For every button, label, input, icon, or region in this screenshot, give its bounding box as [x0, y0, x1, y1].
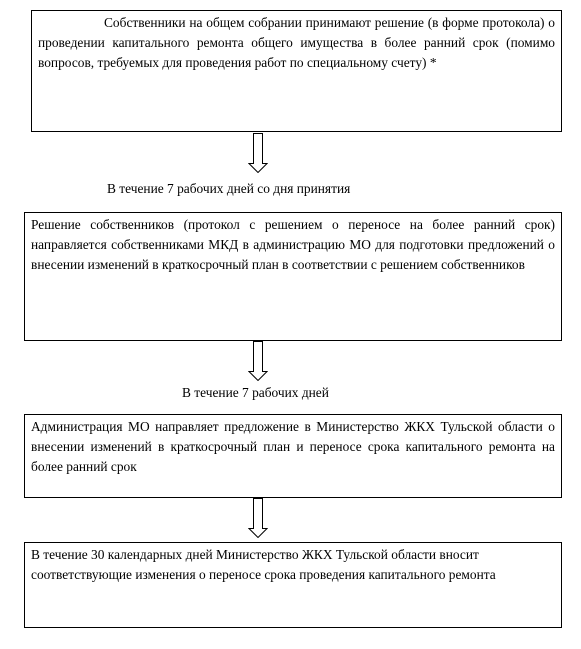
transition-caption-1: В течение 7 рабочих дней со дня принятия [107, 181, 351, 196]
step-text-2: Решение собственников (протокол с решением о переносе на более ранний срок) направляется собственниками МКД в администрацию МО для подготовки предложений о внесении изменений в краткосрочный план в соответствии с решением собственников [31, 217, 555, 272]
transition-caption-2: В течение 7 рабочих дней [182, 385, 329, 400]
step-box-3 [24, 414, 562, 498]
step-text-3: Администрация МО направляет предложение в Министерство ЖКХ Тульской области о внесении изменений в краткосрочный план и переносе срока капитального ремонта на более ранний срок [31, 419, 555, 474]
down-arrow-icon [248, 133, 268, 173]
step-box-2 [24, 212, 562, 341]
step-box-1 [31, 10, 562, 132]
down-arrow-icon [248, 341, 268, 381]
step-text-4: В течение 30 календарных дней Министерство ЖКХ Тульской области вносит соответствующие изменения о переносе срока проведения капитального ремонта [31, 547, 496, 582]
step-text-1: Собственники на общем собрании принимают решение (в форме протокола) о проведении капитального ремонта общего имущества в более ранний срок (помимо вопросов, требуемых для проведения работ по специальному счету) * [38, 15, 555, 70]
step-box-4 [24, 542, 562, 628]
down-arrow-icon [248, 498, 268, 538]
